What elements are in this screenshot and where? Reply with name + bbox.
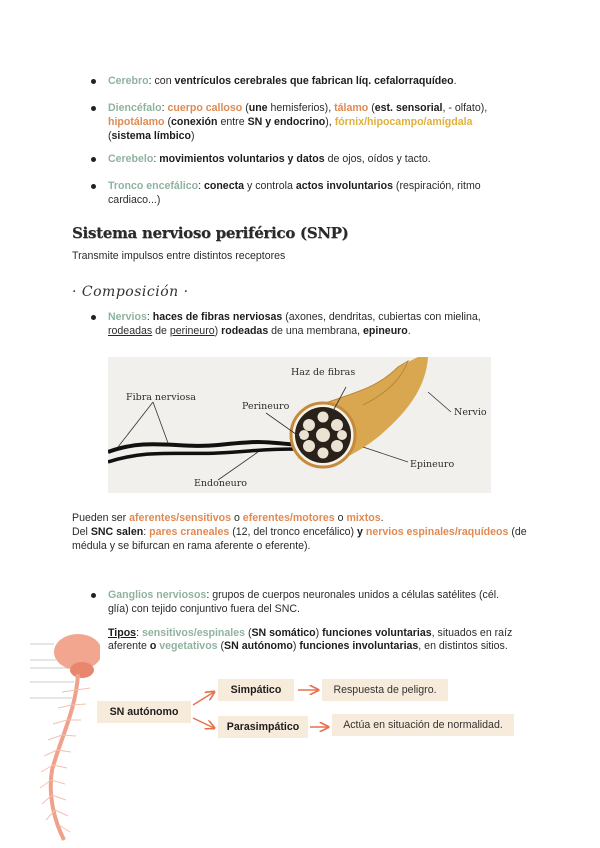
box-parasimpatico: Parasimpático xyxy=(218,716,308,738)
label-haz-fibras: Haz de fibras xyxy=(291,367,356,378)
arrow-to-simpatico xyxy=(193,692,214,705)
label-nervio: Nervio xyxy=(454,407,487,418)
bullet-nervios: Nervios: haces de fibras nerviosas (axones, dendritas, cubiertas con mielina, rodeadas de perineuro) rodeadas de una membrana, epineuro. xyxy=(108,310,518,338)
label-epineuro: Epineuro xyxy=(410,459,455,470)
label-fibra-nerviosa: Fibra nerviosa xyxy=(126,392,196,403)
term-tronco: Tronco encefálico xyxy=(108,180,199,192)
arrow-to-parasimpatico xyxy=(193,718,214,728)
bullet-ganglios: Ganglios nerviosos: grupos de cuerpos neuronales unidos a células satélites (cél. glía) con tejido conjuntivo fuera del SNC. xyxy=(108,588,518,616)
composicion-title: · Composición · xyxy=(72,284,189,300)
term-cerebelo: Cerebelo xyxy=(108,153,154,165)
section-subtitle: Transmite impulsos entre distintos receptores xyxy=(72,250,286,262)
label-perineuro: Perineuro xyxy=(242,401,290,412)
bullet-cerebro: Cerebro: con ventrículos cerebrales que fabrican líq. cefalorraquídeo. xyxy=(108,74,518,88)
bullet-cerebelo: Cerebelo: movimientos voluntarios y datos de ojos, oídos y tacto. xyxy=(108,152,518,166)
box-sn-autonomo: SN autónomo xyxy=(97,701,191,723)
box-simpatico: Simpático xyxy=(218,679,294,701)
bullet-diencefalo: Diencéfalo: cuerpo calloso (une hemisferios), tálamo (est. sensorial, - olfato), hipotálamo (conexión entre SN y endocrino), fórnix/hipocampo/amígdala (sistema límbico) xyxy=(108,101,518,143)
box-respuesta-peligro: Respuesta de peligro. xyxy=(322,679,448,701)
tipos-paragraph: Tipos: sensitivos/espinales (SN somático) funciones voluntarias, situados en raíz aferente o vegetativos (SN autónomo) funciones involuntarias, en distintos sitios. xyxy=(108,627,513,652)
term-diencefalo: Diencéfalo xyxy=(108,102,162,114)
bullet-tronco: Tronco encefálico: conecta y controla actos involuntarios (respiración, ritmo cardiaco...) xyxy=(108,179,518,207)
term-cerebro: Cerebro xyxy=(108,75,149,87)
box-situacion-normalidad: Actúa en situación de normalidad. xyxy=(332,714,514,736)
section-title-snp: Sistema nervioso periférico (SNP) xyxy=(72,224,349,242)
nervios-types-paragraph: Pueden ser aferentes/sensitivos o eferentes/motores o mixtos. Del SNC salen: pares craneales (12, del tronco encefálico) y nervios espinales/raquídeos (de médula y se bifurcan en rama aferente o eferente). xyxy=(72,512,527,552)
label-endoneuro: Endoneuro xyxy=(194,478,247,489)
